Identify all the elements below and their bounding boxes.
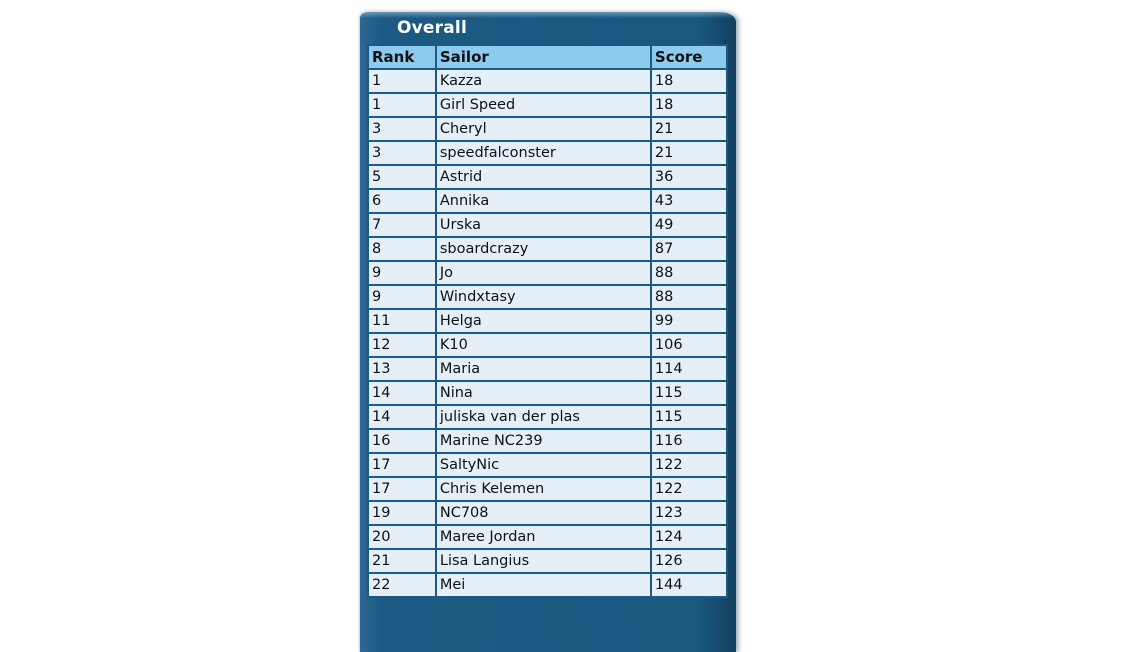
rank-cell: 9	[369, 286, 435, 308]
score-cell: 115	[652, 406, 726, 428]
score-cell: 123	[652, 502, 726, 524]
score-cell: 106	[652, 334, 726, 356]
sailor-cell: Annika	[437, 190, 650, 212]
header-rank: Rank	[369, 46, 435, 68]
score-cell: 144	[652, 574, 726, 596]
score-cell: 88	[652, 286, 726, 308]
table-row	[369, 406, 726, 428]
table-row	[369, 214, 726, 236]
rank-cell: 19	[369, 502, 435, 524]
score-cell: 114	[652, 358, 726, 380]
sailor-cell: SaltyNic	[437, 454, 650, 476]
rank-cell: 16	[369, 430, 435, 452]
table-row	[369, 94, 726, 116]
table-row	[369, 334, 726, 356]
score-cell: 43	[652, 190, 726, 212]
rank-cell: 14	[369, 406, 435, 428]
rank-cell: 1	[369, 94, 435, 116]
score-cell: 122	[652, 454, 726, 476]
rank-cell: 12	[369, 334, 435, 356]
sailor-cell: K10	[437, 334, 650, 356]
rank-cell: 20	[369, 526, 435, 548]
sailor-cell: sboardcrazy	[437, 238, 650, 260]
table-row	[369, 454, 726, 476]
rank-cell: 3	[369, 118, 435, 140]
score-cell: 126	[652, 550, 726, 572]
score-cell: 124	[652, 526, 726, 548]
sailor-cell: speedfalconster	[437, 142, 650, 164]
panel-title: Overall	[397, 18, 467, 38]
table-row	[369, 286, 726, 308]
score-cell: 36	[652, 166, 726, 188]
table-row	[369, 358, 726, 380]
score-cell: 18	[652, 70, 726, 92]
rank-cell: 8	[369, 238, 435, 260]
rank-cell: 7	[369, 214, 435, 236]
score-cell: 21	[652, 142, 726, 164]
sailor-cell: Astrid	[437, 166, 650, 188]
sailor-cell: juliska van der plas	[437, 406, 650, 428]
table-row	[369, 166, 726, 188]
sailor-cell: Mei	[437, 574, 650, 596]
header-score: Score	[652, 46, 726, 68]
header-sailor: Sailor	[437, 46, 650, 68]
score-cell: 49	[652, 214, 726, 236]
table-row	[369, 382, 726, 404]
rank-cell: 14	[369, 382, 435, 404]
sailor-cell: Urska	[437, 214, 650, 236]
sailor-cell: Kazza	[437, 70, 650, 92]
sailor-cell: Chris Kelemen	[437, 478, 650, 500]
overall-standings-panel	[360, 12, 736, 652]
sailor-cell: Maree Jordan	[437, 526, 650, 548]
table-row	[369, 118, 726, 140]
sailor-cell: Marine NC239	[437, 430, 650, 452]
rank-cell: 3	[369, 142, 435, 164]
rank-cell: 9	[369, 262, 435, 284]
score-cell: 115	[652, 382, 726, 404]
sailor-cell: Maria	[437, 358, 650, 380]
table-row	[369, 70, 726, 92]
rank-cell: 1	[369, 70, 435, 92]
table-row	[369, 574, 726, 596]
table-row	[369, 550, 726, 572]
header-row	[369, 46, 726, 68]
table-row	[369, 310, 726, 332]
sailor-cell: Cheryl	[437, 118, 650, 140]
score-cell: 122	[652, 478, 726, 500]
table-row	[369, 526, 726, 548]
sailor-cell: NC708	[437, 502, 650, 524]
rank-cell: 17	[369, 478, 435, 500]
score-cell: 87	[652, 238, 726, 260]
table-row	[369, 478, 726, 500]
rank-cell: 11	[369, 310, 435, 332]
table-row	[369, 430, 726, 452]
sailor-cell: Windxtasy	[437, 286, 650, 308]
table-row	[369, 502, 726, 524]
score-cell: 88	[652, 262, 726, 284]
table-row	[369, 142, 726, 164]
table-row	[369, 262, 726, 284]
score-cell: 116	[652, 430, 726, 452]
rank-cell: 13	[369, 358, 435, 380]
score-cell: 18	[652, 94, 726, 116]
standings-table	[367, 44, 728, 598]
sailor-cell: Girl Speed	[437, 94, 650, 116]
score-cell: 21	[652, 118, 726, 140]
rank-cell: 5	[369, 166, 435, 188]
table-row	[369, 190, 726, 212]
rank-cell: 17	[369, 454, 435, 476]
sailor-cell: Lisa Langius	[437, 550, 650, 572]
rank-cell: 22	[369, 574, 435, 596]
sailor-cell: Helga	[437, 310, 650, 332]
sailor-cell: Jo	[437, 262, 650, 284]
rank-cell: 6	[369, 190, 435, 212]
score-cell: 99	[652, 310, 726, 332]
rank-cell: 21	[369, 550, 435, 572]
sailor-cell: Nina	[437, 382, 650, 404]
table-row	[369, 238, 726, 260]
